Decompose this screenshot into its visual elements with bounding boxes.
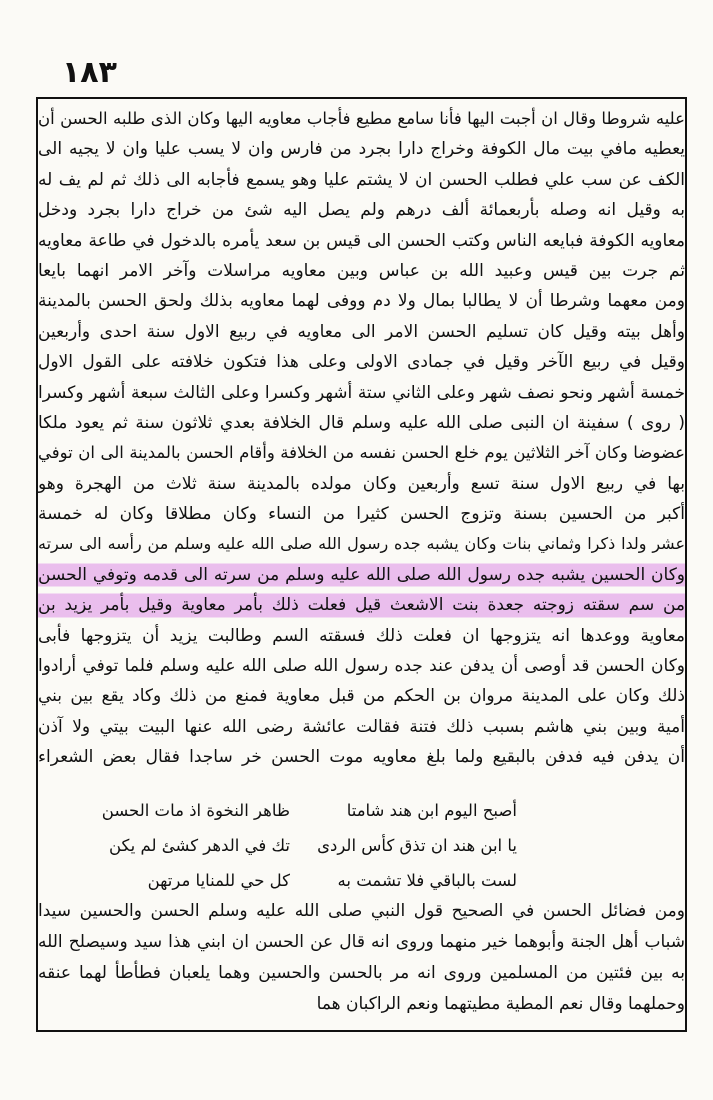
poem-verse: [38, 863, 685, 898]
text-line: وأهل بيته وقيل كان تسليم الحسن الامر الى معاويه في ربيع الاول سنة احدى وأربعين: [38, 321, 685, 342]
text-line: الكف عن سب علي فطلب الحسن ان لا يشتم عليا وهو يسمع فأجابه الى ذلك ثم لم يف له: [38, 169, 685, 190]
text-line: معاويه الكوفة فبايعه الناس وكتب الحسن الى قيس بن سعد يأمره بالدخول في طاعة معاويه: [38, 230, 685, 251]
text-line: أن يدفن فيه فدفن بالبقيع ولما بلغ معاويه موت الحسن خر ساجدا فقال بعض الشعراء: [38, 747, 685, 768]
text-line: ذلك وكان على المدينة مروان بن الحكم من قبل معاوية فمنع من ذلك وكاد يقع بين بني: [38, 686, 685, 707]
poem-verse: [38, 793, 685, 828]
text-line: عشر ولدا ذكرا وثماني بنات وكان يشبه جده رسول الله صلى الله عليه وسلم من رأسه الى سرته: [38, 534, 685, 554]
verse-first-hemistich: لست بالباقي فلا تشمت به: [337, 871, 517, 890]
text-line: معاوية ووعدها انه يتزوجها ان فعلت ذلك فسقته السم وطالبت يزيد أن يتزوجها فأبى: [38, 625, 685, 646]
main-text: [38, 104, 685, 773]
text-line: بها في ربيع الاول سنة تسع وأربعين وكان مولده بالمدينة سنة ثلاث من الهجرة وهو: [38, 473, 685, 494]
verse-second-hemistich: ظاهر النخوة اذ مات الحسن: [101, 801, 290, 820]
text-line: ومن فضائل الحسن في الصحيح قول النبي صلى الله عليه وسلم الحسن والحسين سيدا: [38, 901, 685, 921]
verse-first-hemistich: أصبح اليوم ابن هند شامتا: [346, 801, 517, 820]
poem: [38, 793, 685, 898]
text-line: وكان الحسن قد أوصى أن يدفن عند جده رسول الله صلى الله عليه وسلم فلما توفي أرادوا: [38, 656, 685, 677]
text-line: خمسة أشهر ونحو نصف شهر وعلى الثاني ستة أشهر وكسرا وعلى الثالث سبعة أشهر وكسرا: [38, 382, 685, 403]
text-line: وقيل في ربيع الآخر وقيل في جمادى الاولى وعلى هذا فتكون خلافته على القول الاول: [38, 352, 685, 373]
closing-text: [38, 896, 685, 1020]
text-line: ومن معهما وشرطا أن لا يطالبا بمال ولا دم ووفى لهما معاويه بذلك ولحق الحسن بالمدينة: [38, 291, 685, 312]
poem-verse: [38, 828, 685, 863]
text-line: به وقيل انه وصله بأربعمائة ألف درهم ولم يصل اليه شئ من خراج دارا بجرد ودخل: [38, 200, 685, 221]
text-line: به بين فئتين من المسلمين وروى انه مر بالحسن والحسين وهما يلعبان فطأطأ لهما عنقه: [38, 963, 685, 983]
text-line: عليه شروطا وقال ان أجبت اليها فأنا سامع مطيع فأجاب معاويه اليها وكان الذى طلبه الحسن أن: [38, 109, 685, 128]
text-line: شباب أهل الجنة وأبوهما خير منهما وروى انه قال عن الحسن ان ابني هذا سيد وسيصلح الله: [38, 932, 685, 952]
highlighted-text-line: وكان الحسين يشبه جده رسول الله صلى الله عليه وسلم من سرته الى قدمه وتوفي الحسن: [38, 560, 685, 590]
verse-second-hemistich: كل حي للمنايا مرتهن: [147, 871, 290, 890]
verse-first-hemistich: يا ابن هند ان تذق كأس الردى: [317, 836, 517, 855]
text-line: أمية وبين بني هاشم بسبب ذلك فتنة فقالت عائشة رضى الله عنها البيت بيتي ولا آذن: [38, 716, 685, 737]
page-number: ١٨٣: [62, 55, 117, 90]
text-line: عضوضا وكان آخر الثلاثين يوم خلع الحسن نفسه من الخلافة وأقام الحسن بالمدينة الى ان توفي: [38, 443, 685, 463]
highlighted-text-line: من سم سقته زوجته جعدة بنت الاشعث قيل فعلت ذلك بأمر معاوية وقيل بأمر يزيد بن: [38, 590, 685, 620]
verse-second-hemistich: تك في الدهر كشئ لم يكن: [108, 836, 290, 855]
text-line: أكبر من الحسين بسنة وتزوج الحسن كثيرا من النساء وكان مطلاقا وكان له خمسة: [38, 504, 685, 525]
text-line: يعطيه مافي بيت مال الكوفة وخراج دارا بجرد من فارس وان لا يسب عليا وان لا يجيه الى: [38, 139, 685, 160]
text-line: وحملهما وقال نعم المطية مطيتهما ونعم الراكبان هما: [316, 994, 685, 1014]
text-line: ثم جرت بين قيس وعبيد الله بن عباس وبين معاويه مراسلات وآخر الامر انهما بايعا: [38, 260, 685, 281]
text-line: ( روى ) سفينة ان النبى صلى الله عليه وسلم قال الخلافة بعدي ثلاثون سنة ثم يعود ملكا: [38, 412, 685, 433]
